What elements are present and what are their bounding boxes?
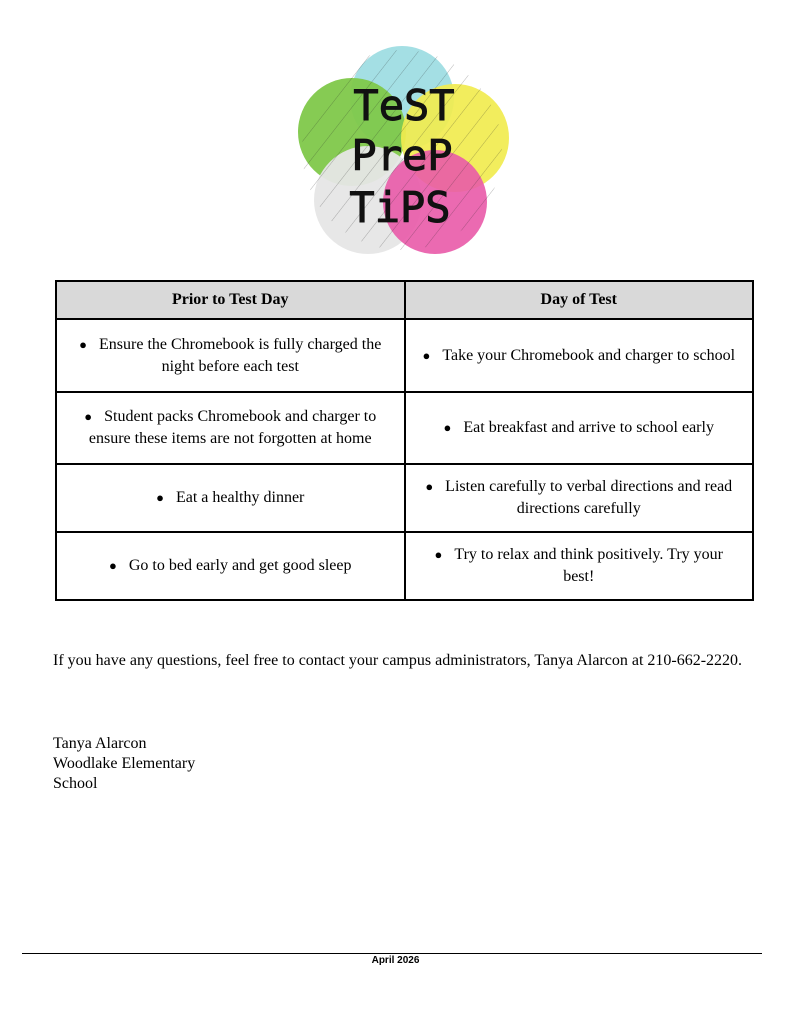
column-header-prior: Prior to Test Day xyxy=(56,281,405,319)
signature-name: Tanya Alarcon xyxy=(53,735,147,752)
table-row xyxy=(56,532,753,600)
bullet-icon: ● xyxy=(443,420,452,435)
signature-school-line-1: Woodlake Elementary xyxy=(53,755,196,772)
column-header-day-of: Day of Test xyxy=(405,281,754,319)
tip: Listen carefully to verbal directions and read directions carefully xyxy=(445,478,733,517)
bullet-icon: ● xyxy=(425,479,434,494)
signature-block xyxy=(53,734,195,794)
bullet-icon: ● xyxy=(109,558,117,573)
bullet-icon: ● xyxy=(434,547,443,562)
bullet-icon: ● xyxy=(422,347,431,363)
tip: Take your Chromebook and charger to school xyxy=(442,346,736,364)
tip: Ensure the Chromebook is fully charged the night before each test xyxy=(99,335,382,375)
footer-divider xyxy=(22,953,762,954)
table-row xyxy=(56,464,753,532)
logo-line-2: PreP xyxy=(351,131,453,180)
footer-date: April 2026 xyxy=(371,955,420,966)
tip: Try to relax and think positively. Try your best! xyxy=(454,546,723,585)
bullet-icon: ● xyxy=(84,409,93,424)
test-prep-tips-logo xyxy=(290,40,520,260)
logo-line-3: TiPS xyxy=(349,183,451,232)
bullet-icon: ● xyxy=(156,490,164,505)
tip: Student packs Chromebook and charger to ensure these items are not forgotten at home xyxy=(88,408,377,447)
tip: Eat a healthy dinner xyxy=(175,489,305,506)
logo-line-1: TeST xyxy=(353,81,455,130)
signature-school-line-2: School xyxy=(53,775,98,792)
contact-paragraph: If you have any questions, feel free to contact your campus administrators, Tanya Alarcon at 210-662-2220. xyxy=(53,652,743,669)
tip: Eat breakfast and arrive to school early xyxy=(463,419,714,436)
table-row xyxy=(56,392,753,464)
bullet-icon: ● xyxy=(79,336,88,352)
table-row xyxy=(56,319,753,392)
tip: Go to bed early and get good sleep xyxy=(128,557,352,574)
tips-table xyxy=(55,280,754,601)
